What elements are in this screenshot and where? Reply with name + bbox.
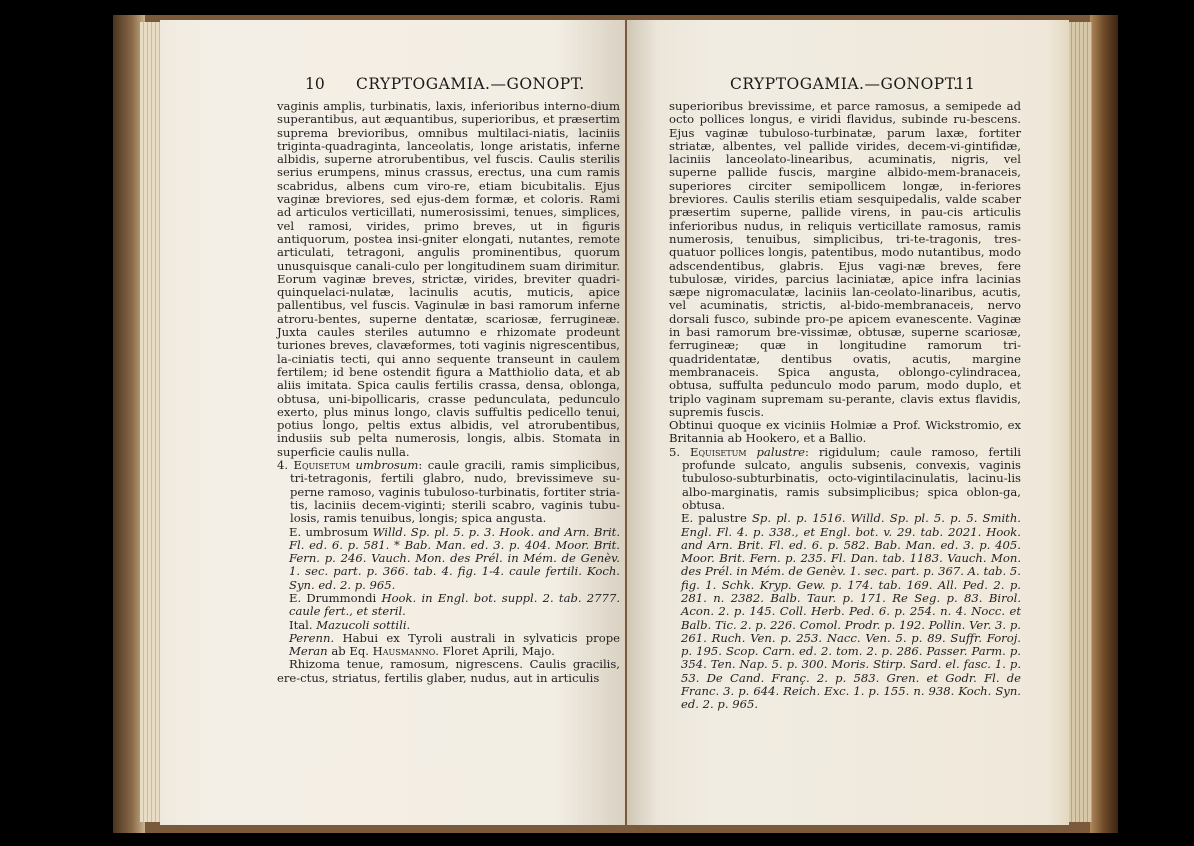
species-number: 4. <box>277 458 289 473</box>
provenance-paragraph: Obtinui quoque ex viciniis Holmiæ a Prof. Wickstromio, ex Britannia ab Hookero, et a Ballio. <box>669 418 1021 446</box>
synonym-block <box>277 526 620 592</box>
right-page-body <box>669 100 1021 712</box>
habitat-collector: Hausmanno <box>372 644 436 659</box>
synonym-name: E. palustre <box>681 511 747 526</box>
italian-name <box>277 619 620 632</box>
synonym-name: E. umbrosum <box>289 524 369 539</box>
page-number-right: 11 <box>955 75 975 93</box>
italian-label: Ital. <box>289 617 313 632</box>
left-page <box>160 20 625 825</box>
description-paragraph: superioribus brevissime, et parce ramosus, a semipede ad octo pollices longus, e viridi flavidus, subinde ru-bescens. Ejus vaginæ tubuloso-turbinatæ, parum laxæ, fortiter striatæ, albentes, vel pallide virides, decem-vi-gintifidæ, laciniis lanceolato-linearibus, acuminatis, nigris, vel superne pallide fuscis, margine albido-mem-branaceis, superiores circiter semipollicem longæ, in-feriores breviores. Caulis sterilis etiam sesquipedalis, valde scaber præsertim superne, pallide virens, in pau-cis articulis inferioribus nudus, in reliquis verticillate ramosus, ramis numerosis, tenuibus, simplicibus, tri-te-tragonis, tres-quatuor pollices longis, patentibus, modo nutantibus, modo adscendentibus, glabris. Ejus vagi-næ breves, fere tubulosæ, virides, parcius laciniatæ, apice infra lacinias sæpe nigromaculatæ, laciniis lan-ceolato-linaribus, acutis, vel acuminatis, strictis, al-bido-membranaceis, nervo dorsali fusco, subinde pro-pe apicem evanescente. Vaginæ in basi ramorum bre-vissimæ, obtusæ, superne scariosæ, ferrugineæ; quæ in longitudine ramorum tri-quadridentatæ, dentibus ovatis, acutis, margine membranaceis. Spica angusta, oblongo-cylindracea, obtusa, suffulta pedunculo modo parum, modo duplo, et triplo vaginam supremam su-perante, clavis extus flavidis, supremis fuscis. <box>669 99 1021 419</box>
species-epithet: palustre <box>756 444 806 459</box>
synonym-block <box>277 592 620 619</box>
left-page-body <box>277 100 620 685</box>
description-paragraph: vaginis amplis, turbinatis, laxis, inferioribus interno-dium superantibus, aut æquantibus, superioribus, et præsertim suprema brevioribus, omnibus multilaci-niatis, laciniis triginta-quadraginta, lanceolatis, longe aristatis, inferne albidis, superne atrorubentibus, vel fuscis. Caulis sterilis serius erumpens, minus crassus, erectus, una cum ramis scabridus, albens cum viro-re, etiam bicubitalis. Ejus vaginæ breviores, sed ejus-dem formæ, et coloris. Rami ad articulos verticillati, numerosissimi, tenues, simplices, vel ramosi, virides, primo breves, ut in figuris antiquorum, postea insi-gniter elongati, nutantes, remote articulati, tetragoni, angulis prominentibus, quorum unusquisque canali-culo per longitudinem suam dirimitur. Eorum vaginæ breves, strictæ, virides, breviter quadri-quinquelaci-nulatæ, lacinulis acutis, muticis, apice pallentibus, vel fuscis. Vaginulæ in basi ramorum inferne atroru-bentes, superne dentatæ, scariosæ, ferrugineæ. Juxta caules steriles autumno e rhizomate prodeunt turiones breves, clavæformes, toti vaginis nigrescentibus, la-ciniatis tecti, qui anno sequente transeunt in caulem fertilem; id bene ostendit figura a Matthiolio data, et ab aliis imitata. Spica caulis fertilis crassa, densa, oblonga, obtusa, uni-bipollicaris, crasse pedunculata, pedunculo exerto, plus minus longo, clavis suffultis pedicello tenui, potius longo, peltis extus albidis, vel atrorubentibus, indusiis sub pelta numerosis, longis, albis. Stomata in superficie caulis nulla. <box>277 99 620 459</box>
habitat-prefix: Perenn. <box>289 630 335 645</box>
page-edges-right <box>1068 22 1092 822</box>
species-diagnosis: : rigidulum; caule ramoso, fertili profunde sulcato, angulis subsenis, convexis, vaginis tubuloso-subturbinatis, octo-vigintilacinulatis, lacinu-lis albo-marginatis, ramis subsimplicibus; spica oblon-ga, obtusa. <box>682 444 1022 512</box>
right-page <box>627 20 1069 825</box>
synonym-references: Hook. in Engl. bot. suppl. 2. tab. 2777. caule fert., et steril. <box>289 590 620 619</box>
habitat-text: ab Eq. <box>331 644 369 659</box>
habitat-text: Habui ex Tyroli australi in sylvaticis prope <box>342 630 620 645</box>
habitat-place: Meran <box>289 644 328 659</box>
species-entry-5 <box>669 446 1021 512</box>
species-epithet: umbrosum <box>355 458 419 473</box>
species-entry-4 <box>277 459 620 525</box>
rhizoma-paragraph: Rhizoma tenue, ramosum, nigrescens. Caulis gracilis, ere-ctus, striatus, fertilis glaber, nudus, aut in articulis <box>277 657 620 685</box>
habitat-note <box>277 632 620 659</box>
species-genus: Equisetum <box>293 458 351 473</box>
synonym-references: Sp. pl. p. 1516. Willd. Sp. pl. 5. p. 5. Smith. Engl. Fl. 4. p. 338., et Engl. bot. v. 29. tab. 2021. Hook. and Arn. Brit. Fl. ed. 6. p. 582. Bab. Man. ed. 3. p. 405. Moor. Brit. Fern. p. 235. Fl. Dan. tab. 1183. Vauch. Mon. des Prél. in Mém. de Genèv. 1. sec. part. p. 367. A. tab. 5. fig. 1. Schk. Kryp. Gew. p. 174. tab. 169. All. Ped. 2. p. 281. n. 2382. Balb. Taur. p. 171. Re Seg. p. 83. Birol. Acon. 2. p. 145. Coll. Herb. Ped. 6. p. 254. n. 4. Nocc. et Balb. Tic. 2. p. 226. Comol. Prodr. p. 192. Pollin. Ver. 3. p. 261. Ruch. Ven. p. 253. Nacc. Ven. 5. p. 89. Suffr. Foroj. p. 195. Scop. Carn. ed. 2. tom. 2. p. 286. Passer. Parm. p. 354. Ten. Nap. 5. p. 300. Moris. Stirp. Sard. el. fasc. 1. p. 53. De Cand. Franç. 2. p. 583. Gren. et Godr. Fl. de Franc. 3. p. 644. Reich. Exc. 1. p. 155. n. 938. Koch. Syn. ed. 2. p. 965. <box>681 511 1021 712</box>
species-genus: Equisetum <box>690 444 747 459</box>
running-head-right: CRYPTOGAMIA.—GONOPT. <box>730 75 959 93</box>
species-diagnosis: : caule gracili, ramis simplicibus, tri-tetragonis, fertili glabro, nudo, brevissimeve su-perne ramoso, vaginis tubuloso-turbinatis, fortiter stria-tis, laciniis decem-viginti; sterili scabro, vaginis tubu-losis, ramis tenuibus, longis; spica angusta. <box>290 458 621 526</box>
habitat-text: . Floret Aprili, Majo. <box>435 644 555 659</box>
synonym-name: E. Drummondi <box>289 590 377 605</box>
book-cover-right <box>1090 15 1118 833</box>
page-number-left: 10 <box>305 75 325 93</box>
synonym-references: Willd. Sp. pl. 5. p. 3. Hook. and Arn. Brit. Fl. ed. 6. p. 581. * Bab. Man. ed. 3. p. 404. Moor. Brit. Fern. p. 246. Vauch. Mon. des Prél. in Mém. de Genèv. 1. sec. part. p. 366. tab. 4. fig. 1-4. caule fertili. Koch. Syn. ed. 2. p. 965. <box>289 524 621 592</box>
running-head-left: CRYPTOGAMIA.—GONOPT. <box>356 75 585 93</box>
italian-common-name: Mazucoli sottili. <box>316 617 411 632</box>
species-number: 5. <box>669 444 681 459</box>
synonym-block <box>669 512 1021 711</box>
